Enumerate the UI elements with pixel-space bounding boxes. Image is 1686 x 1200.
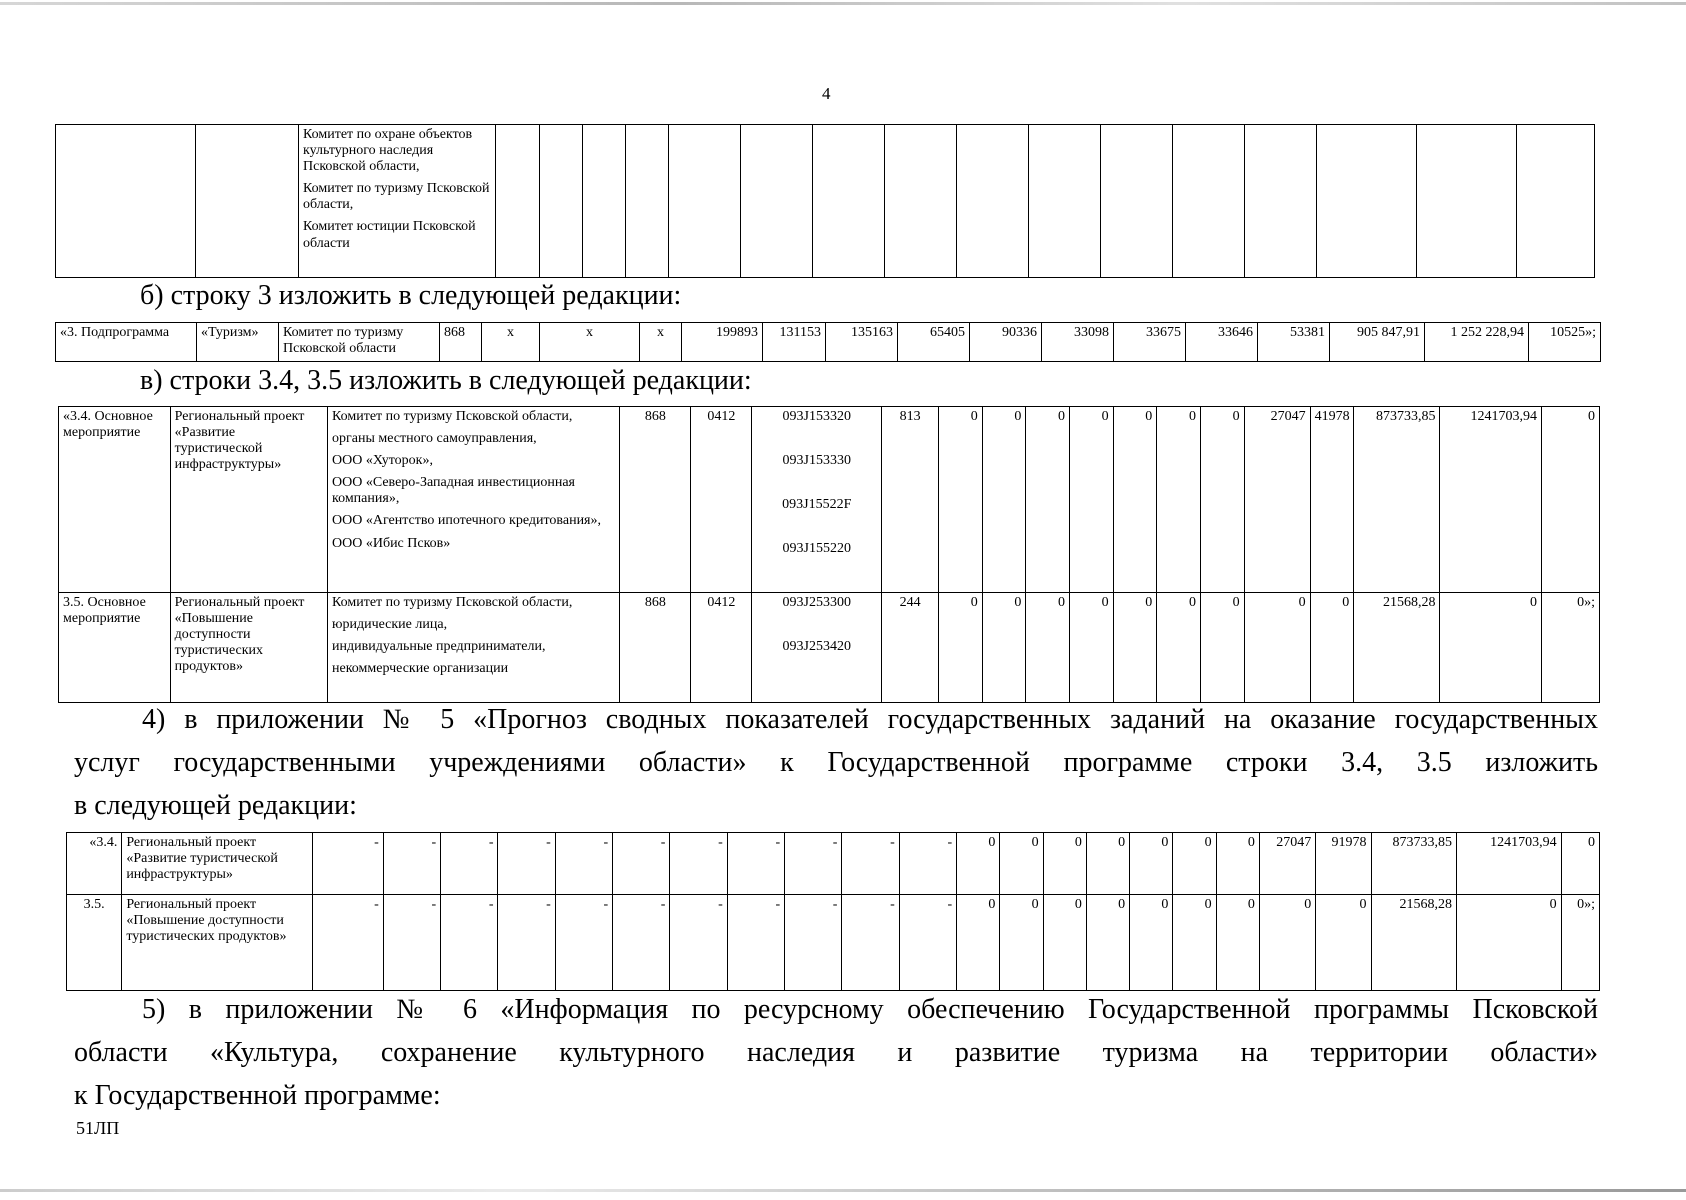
table-cell: 0	[1086, 833, 1129, 895]
table-cell: 0»;	[1561, 895, 1599, 991]
table-cell: 27047	[1259, 833, 1315, 895]
table-cell: 41978	[1310, 407, 1354, 593]
table-cell: 90336	[970, 323, 1042, 362]
scan-edge-bottom	[0, 1189, 1686, 1192]
table-cell: 53381	[1258, 323, 1330, 362]
executor-text: некоммерческие организации	[332, 661, 509, 677]
table-cell: «3.4.	[67, 833, 122, 895]
table-cell: -	[555, 895, 612, 991]
table-cell: 0	[1440, 593, 1542, 703]
table-cell: 0	[957, 833, 1000, 895]
table-cell: 0	[1026, 407, 1070, 593]
table-cell: 21568,28	[1354, 593, 1440, 703]
executor-text: ООО «Агентство ипотечного кредитования»,	[332, 513, 601, 529]
executor-text: Комитет по охране объектов культурного наследия Псковской области,	[303, 127, 473, 175]
table-cell: -	[383, 895, 440, 991]
table-cell: -	[899, 833, 956, 895]
table-cell: -	[727, 833, 784, 895]
table-cell: «3.4. Основное мероприятие	[59, 407, 171, 593]
table-cell: 33098	[1042, 323, 1114, 362]
executor-text: Комитет по туризму Псковской области,	[303, 181, 490, 213]
table-cell: 813	[882, 407, 939, 593]
table-cell: 873733,85	[1371, 833, 1457, 895]
paragraph-line: 5) в приложении № 6 «Информация по ресурсному обеспечению Государственной программы Псковской	[142, 994, 1598, 1025]
executors-cell	[328, 593, 620, 703]
table-cell: х	[640, 323, 682, 362]
table-cell: -	[842, 895, 899, 991]
table-row	[67, 833, 1600, 895]
table-cell: -	[383, 833, 440, 895]
table-cell: 0412	[691, 407, 752, 593]
table-cell: 0	[1216, 833, 1259, 895]
table-cell: 0	[982, 593, 1026, 703]
table-cell	[196, 125, 299, 278]
table-cell: 0»;	[1541, 593, 1599, 703]
table-cell: 244	[882, 593, 939, 703]
table-cell: х	[482, 323, 540, 362]
table-cell: 21568,28	[1371, 895, 1457, 991]
table-cell: -	[670, 895, 727, 991]
executor-text: ООО «Хуторок»,	[332, 453, 433, 469]
paragraph-line: к Государственной программе:	[74, 1080, 441, 1111]
budget-code: 093J253420	[782, 639, 851, 654]
paragraph-5	[74, 988, 1598, 1117]
table-cell: 33675	[1114, 323, 1186, 362]
document-code: 51ЛП	[76, 1118, 120, 1138]
table-cell: 0	[1000, 833, 1043, 895]
table-cell: 3.5. Основное мероприятие	[59, 593, 171, 703]
table-cell: 0	[1086, 895, 1129, 991]
paragraph-4	[74, 698, 1598, 827]
table-cell: 905 847,91	[1330, 323, 1425, 362]
paragraph-line: области «Культура, сохранение культурного наследия и развитие туризма на территории области»	[74, 1037, 1598, 1068]
table-cell: 1241703,94	[1457, 833, 1562, 895]
table-cell: 0	[1244, 593, 1310, 703]
table-cell: 0	[1316, 895, 1371, 991]
table-cell	[56, 125, 196, 278]
table-cell: 0	[1173, 833, 1216, 895]
table-cell: 0	[1200, 593, 1244, 703]
table-cell: 0	[1113, 593, 1157, 703]
table-cell: 1241703,94	[1440, 407, 1542, 593]
table-cell: 0	[939, 407, 983, 593]
table-cell: 3.5.	[67, 895, 122, 991]
table-cell: 0	[1259, 895, 1315, 991]
table-cell: -	[613, 895, 670, 991]
executors-cell	[299, 125, 496, 278]
executor-text: индивидуальные предприниматели,	[332, 639, 546, 655]
table-cell: 0	[1200, 407, 1244, 593]
table-cell: «Туризм»	[197, 323, 279, 362]
table-cell: 0	[982, 407, 1026, 593]
table-cell: -	[899, 895, 956, 991]
table-cell: -	[785, 895, 842, 991]
executor-text: Комитет юстиции Псковской области	[303, 219, 476, 251]
table-cell: -	[498, 895, 555, 991]
table-row	[59, 593, 1600, 703]
table-cell: 0	[1000, 895, 1043, 991]
table-cell: -	[670, 833, 727, 895]
table-cell: 0	[1043, 895, 1086, 991]
table-cell: 0	[1157, 407, 1201, 593]
scan-edge-top	[0, 2, 1686, 5]
table-cell: 0	[1541, 407, 1599, 593]
table-cell: 0	[957, 895, 1000, 991]
table-cell: 0	[1157, 593, 1201, 703]
executor-text: ООО «Ибис Псков»	[332, 535, 451, 551]
paragraph-line: в следующей редакции:	[74, 790, 357, 821]
heading-b: б) строку 3 изложить в следующей редакции:	[140, 280, 682, 311]
table-cell: Региональный проект «Развитие туристической инфраструктуры»	[122, 833, 313, 895]
table-cell: -	[727, 895, 784, 991]
table-cell: 0412	[691, 593, 752, 703]
table-cell: 0	[1130, 895, 1173, 991]
table-row	[56, 125, 1595, 278]
table-cell: -	[785, 833, 842, 895]
table-cell: 0	[1310, 593, 1354, 703]
budget-code: 093J155220	[782, 541, 851, 556]
table-cell: -	[441, 895, 498, 991]
budget-code: 093J253300	[782, 595, 851, 610]
table-cell: Комитет по туризму Псковской области	[279, 323, 440, 362]
table-cell: «3. Подпрограмма	[56, 323, 197, 362]
table-cell: 0	[1457, 895, 1562, 991]
table-cell: 868	[440, 323, 482, 362]
table-cell: 27047	[1244, 407, 1310, 593]
table-cell: -	[498, 833, 555, 895]
table-cell: 0	[1043, 833, 1086, 895]
rows-34-35-table	[58, 406, 1600, 703]
codes-cell	[752, 407, 882, 593]
table-cell: 0	[1216, 895, 1259, 991]
executor-text: юридические лица,	[332, 617, 448, 633]
table-row	[56, 323, 1601, 362]
table-cell: х	[540, 323, 640, 362]
table-cell: 0	[1561, 833, 1599, 895]
appendix5-table	[66, 832, 1600, 991]
table-cell: 91978	[1316, 833, 1371, 895]
executor-text: Комитет по туризму Псковской области,	[332, 595, 573, 610]
paragraph-line: услуг государственными учреждениями области» к Государственной программе строки 3.4, 3.5 изложить	[74, 747, 1598, 778]
table-cell: 873733,85	[1354, 407, 1440, 593]
table-cell: 868	[620, 593, 691, 703]
table-cell: 0	[939, 593, 983, 703]
table-cell: 0	[1173, 895, 1216, 991]
executors-cell	[328, 407, 620, 593]
table-cell: -	[555, 833, 612, 895]
table-cell: -	[842, 833, 899, 895]
table-cell: -	[313, 833, 383, 895]
budget-code: 093J153320	[782, 409, 851, 424]
budget-code: 093J153330	[782, 453, 851, 468]
heading-v: в) строки 3.4, 3.5 изложить в следующей редакции:	[140, 365, 752, 396]
executor-text: органы местного самоуправления,	[332, 431, 537, 447]
table-cell: Региональный проект «Развитие туристической инфраструктуры»	[170, 407, 327, 593]
paragraph-line: 4) в приложении № 5 «Прогноз сводных показателей государственных заданий на оказание государственных	[142, 704, 1598, 735]
table-cell: 868	[620, 407, 691, 593]
table-cell: 65405	[898, 323, 970, 362]
table-row	[67, 895, 1600, 991]
table-cell: 10525»;	[1529, 323, 1601, 362]
table-cell: -	[441, 833, 498, 895]
continuation-table	[55, 124, 1595, 278]
table-row	[59, 407, 1600, 593]
table-cell: 0	[1026, 593, 1070, 703]
table-cell: 131153	[763, 323, 826, 362]
table-cell: 1 252 228,94	[1425, 323, 1529, 362]
executor-text: Комитет по туризму Псковской области,	[332, 409, 573, 424]
table-cell: 0	[1113, 407, 1157, 593]
page-number: 4	[822, 84, 831, 103]
table-cell: Региональный проект «Повышение доступности туристических продуктов»	[122, 895, 313, 991]
row3-table	[55, 322, 1601, 362]
table-cell: 33646	[1186, 323, 1258, 362]
codes-cell	[752, 593, 882, 703]
table-cell: 0	[1130, 833, 1173, 895]
table-cell: -	[313, 895, 383, 991]
table-cell: 135163	[826, 323, 898, 362]
executor-text: ООО «Северо-Западная инвестиционная компания»,	[332, 475, 575, 507]
table-cell: 0	[1070, 593, 1114, 703]
table-cell: 199893	[682, 323, 763, 362]
budget-code: 093J15522F	[782, 497, 852, 512]
table-cell: Региональный проект «Повышение доступности туристических продуктов»	[170, 593, 327, 703]
table-cell: 0	[1070, 407, 1114, 593]
table-cell: -	[613, 833, 670, 895]
